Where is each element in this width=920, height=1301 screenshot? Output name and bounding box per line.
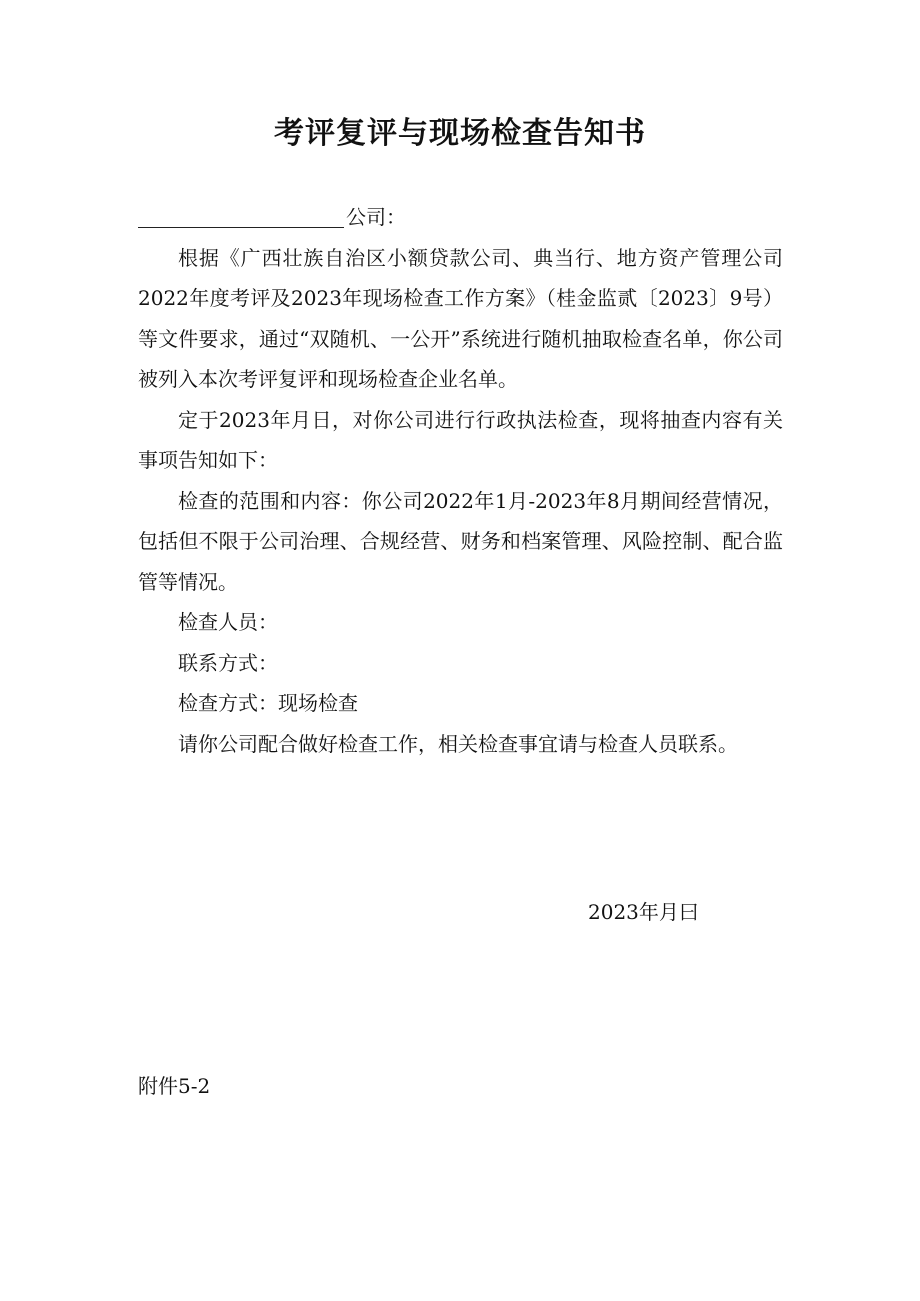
attachment-label: 附件5-2 xyxy=(138,1074,211,1098)
document-title: 考评复评与现场检查告知书 xyxy=(274,116,646,151)
paragraph-scope: 检查的范围和内容：你公司2022年1月-2023年8月期间经营情况，包括但不限于公司治理、合规经营、财务和档案管理、风险控制、配合监管等情况。 xyxy=(138,488,783,594)
paragraph-method: 检查方式：现场检查 xyxy=(178,691,358,715)
paragraph-inspectors: 检查人员： xyxy=(178,610,278,634)
addressee-line xyxy=(138,197,783,238)
paragraph-basis: 根据《广西壮族自治区小额贷款公司、典当行、地方资产管理公司2022年度考评及2023年现场检查工作方案》（桂金监贰〔2023〕9号）等文件要求，通过“双随机、一公开”系统进行随机抽取检查名单，你公司被列入本次考评复评和现场检查企业名单。 xyxy=(138,245,783,391)
company-name-blank xyxy=(138,200,344,228)
document-body xyxy=(138,197,783,764)
addressee-suffix: 公司： xyxy=(346,205,406,229)
paragraph-schedule: 定于2023年月日，对你公司进行行政执法检查，现将抽查内容有关事项告知如下： xyxy=(138,407,783,472)
paragraph-contact: 联系方式： xyxy=(178,650,278,675)
document-date: 2023年月曰 xyxy=(588,900,699,924)
paragraph-request: 请你公司配合做好检查工作，相关检查事宜请与检查人员联系。 xyxy=(178,731,738,756)
